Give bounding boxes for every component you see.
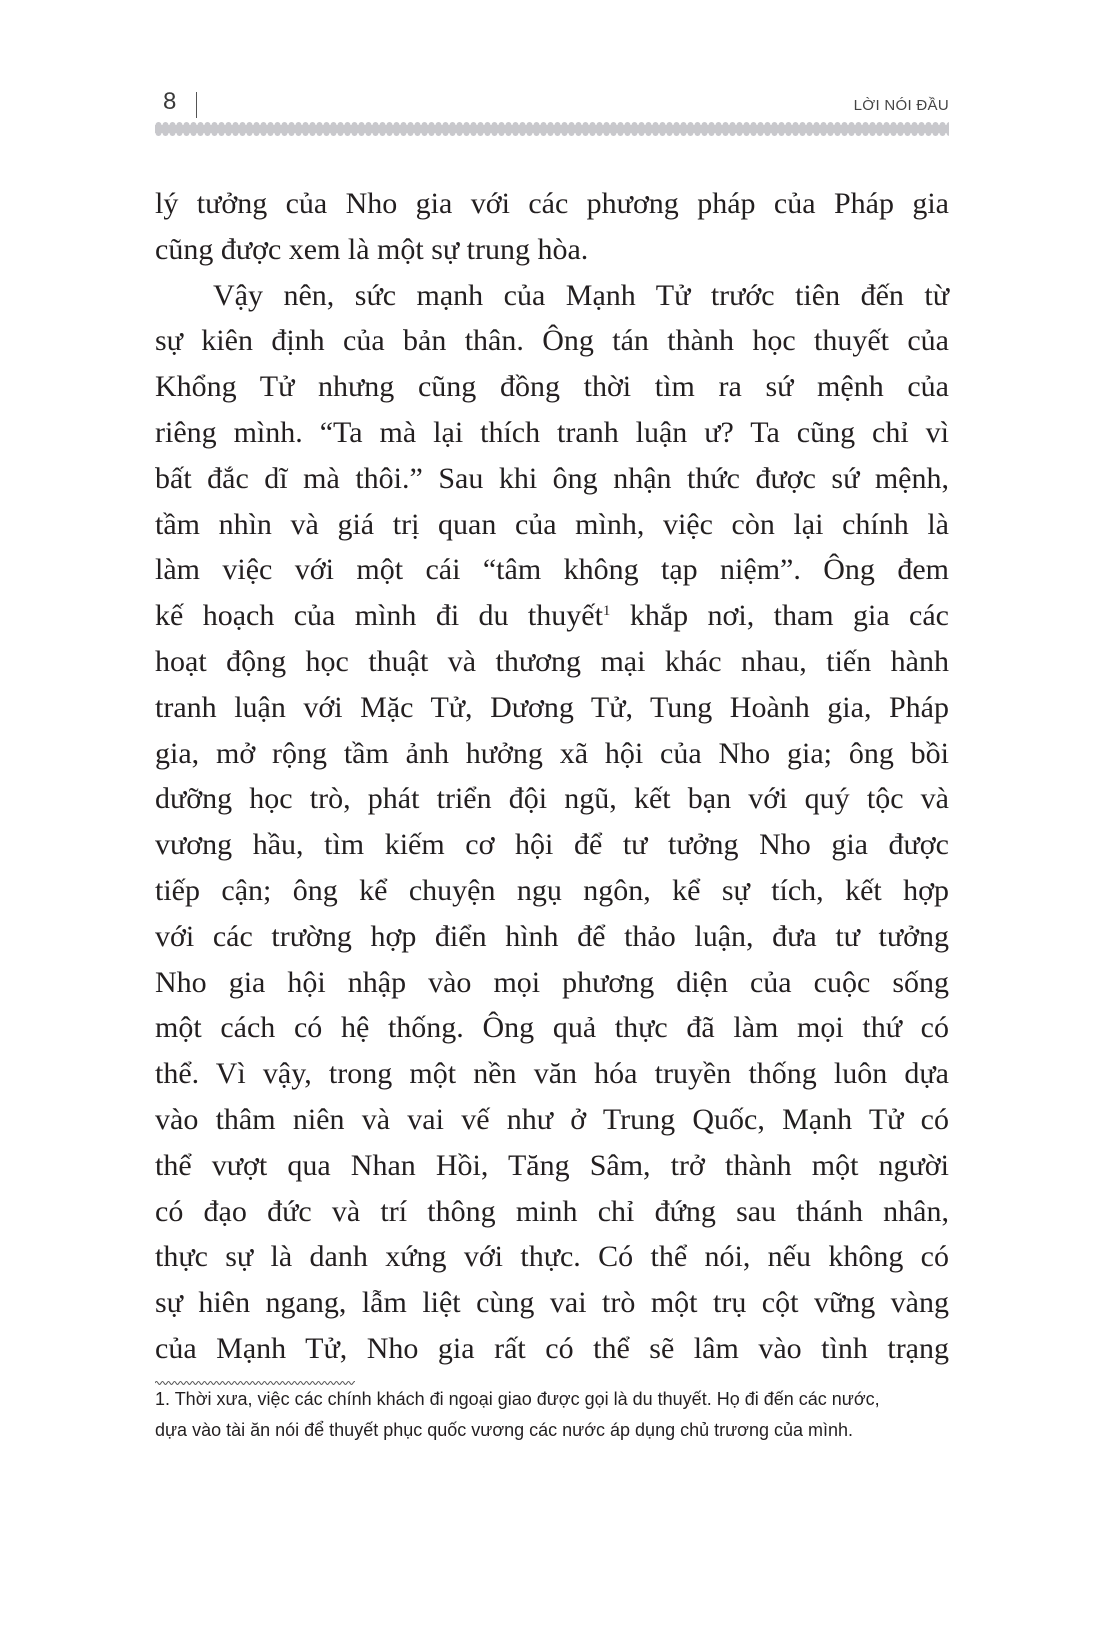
footnote bbox=[155, 1384, 949, 1446]
page-number: 8 bbox=[163, 88, 177, 115]
running-title: LỜI NÓI ĐẦU bbox=[853, 97, 949, 114]
text-line: bất đắc dĩ mà thôi.” Sau khi ông nhận thức được sứ mệnh, bbox=[155, 461, 949, 495]
text-line: tranh luận với Mặc Tử, Dương Tử, Tung Hoành gia, Pháp bbox=[155, 690, 949, 724]
text-segment: kế hoạch của mình đi du thuyết bbox=[155, 599, 603, 633]
footnote-line: 1. Thời xưa, việc các chính khách đi ngoại giao được gọi là du thuyết. Họ đi đến các nước, bbox=[155, 1389, 880, 1409]
text-segment: khắp nơi, tham gia các bbox=[610, 599, 949, 633]
text-line: riêng mình. “Ta mà lại thích tranh luận ư? Ta cũng chỉ vì bbox=[155, 415, 949, 449]
body-text bbox=[155, 181, 949, 1372]
text-line: một cách có hệ thống. Ông quả thực đã làm mọi thứ có bbox=[155, 1011, 949, 1045]
text-line: Vậy nên, sức mạnh của Mạnh Tử trước tiên đến từ bbox=[213, 278, 949, 312]
text-line: tiếp cận; ông kể chuyện ngụ ngôn, kể sự tích, kết hợp bbox=[155, 873, 949, 907]
text-line: thể. Vì vậy, trong một nền văn hóa truyền thống luôn dựa bbox=[155, 1057, 949, 1091]
text-line: thực sự là danh xứng với thực. Có thể nói, nếu không có bbox=[155, 1240, 949, 1274]
text-line: cũng được xem là một sự trung hòa. bbox=[155, 232, 589, 266]
text-line: vương hầu, tìm kiếm cơ hội để tư tưởng Nho gia được bbox=[155, 828, 949, 862]
text-line: vào thâm niên và vai vế như ở Trung Quốc, Mạnh Tử có bbox=[155, 1102, 949, 1136]
text-line: gia, mở rộng tầm ảnh hưởng xã hội của Nho gia; ông bồi bbox=[155, 736, 949, 770]
text-line: dưỡng học trò, phát triển đội ngũ, kết bạn với quý tộc và bbox=[155, 782, 949, 816]
text-line: Nho gia hội nhập vào mọi phương diện của cuộc sống bbox=[155, 965, 949, 999]
text-line: với các trường hợp điển hình để thảo luận, đưa tư tưởng bbox=[155, 919, 949, 953]
text-line: tầm nhìn và giá trị quan của mình, việc còn lại chính là bbox=[155, 507, 949, 541]
header-divider bbox=[196, 92, 197, 118]
footnote-marker[interactable]: 1 bbox=[602, 603, 611, 620]
text-line: thể vượt qua Nhan Hồi, Tăng Sâm, trở thành một người bbox=[155, 1148, 949, 1182]
header-decorative-band bbox=[155, 122, 949, 136]
text-line: sự hiên ngang, lẫm liệt cùng vai trò một trụ cột vững vàng bbox=[155, 1286, 949, 1320]
text-line: có đạo đức và trí thông minh chỉ đứng sau thánh nhân, bbox=[155, 1194, 949, 1228]
text-line: làm việc với một cái “tâm không tạp niệm”. Ông đem bbox=[155, 553, 949, 587]
text-line: hoạt động học thuật và thương mại khác nhau, tiến hành bbox=[155, 644, 949, 678]
text-line bbox=[155, 593, 949, 639]
text-line: Khổng Tử nhưng cũng đồng thời tìm ra sứ mệnh của bbox=[155, 370, 949, 404]
text-line: của Mạnh Tử, Nho gia rất có thể sẽ lâm vào tình trạng bbox=[155, 1331, 949, 1365]
footnote-line: dựa vào tài ăn nói để thuyết phục quốc vương các nước áp dụng chủ trương của mình. bbox=[155, 1420, 854, 1440]
text-line: lý tưởng của Nho gia với các phương pháp của Pháp gia bbox=[155, 187, 949, 220]
text-line: sự kiên định của bản thân. Ông tán thành học thuyết của bbox=[155, 324, 949, 358]
